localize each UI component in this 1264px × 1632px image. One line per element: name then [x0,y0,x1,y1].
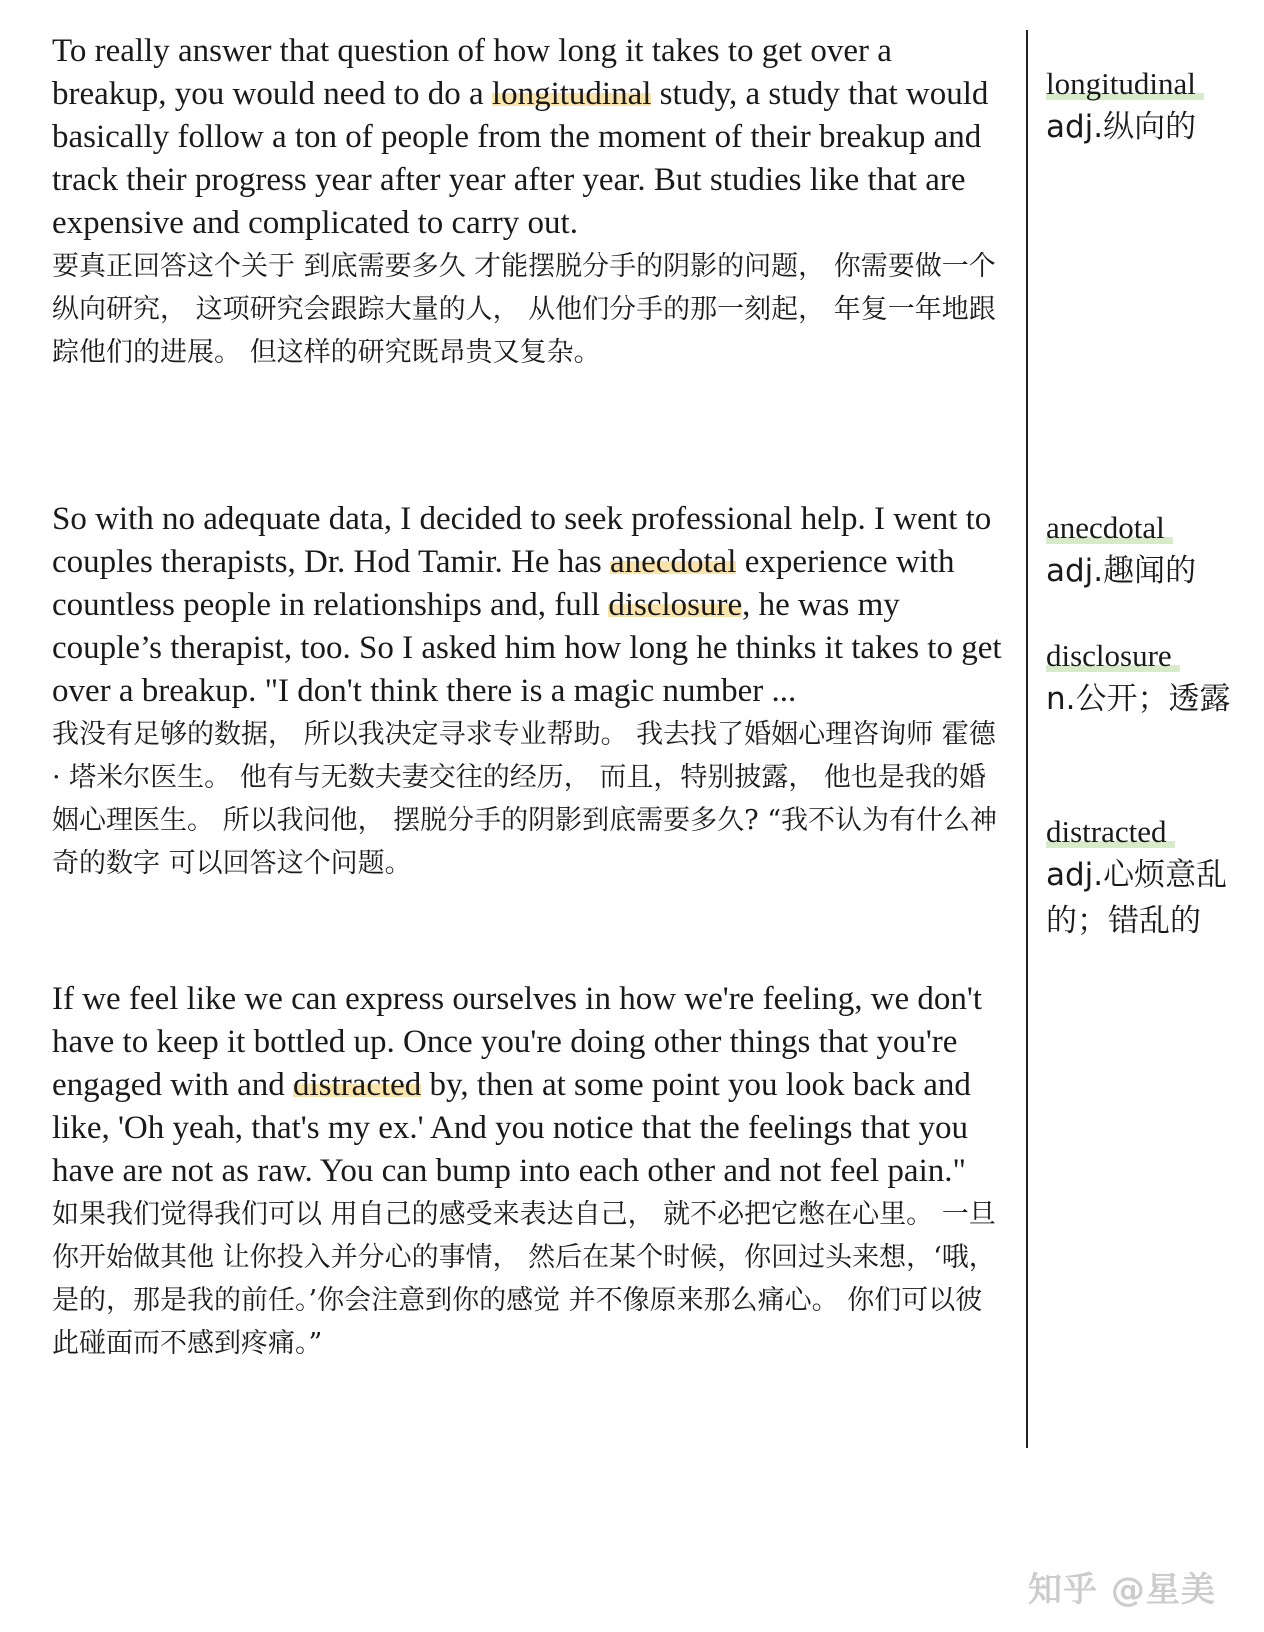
column-divider [1026,30,1028,1448]
paragraph-3-english: If we feel like we can express ourselves in how we're feeling, we don't have to keep it bottled up. Once you're doing other things that you're engaged with and distracted by, then at some point you look back and like, 'Oh yeah, that's my ex.' And you notice that the feelings that you have are not as raw. You can bump into each other and not feel pain." [52,981,983,1189]
glossary-entry-anecdotal [1046,508,1256,594]
paragraph-3 [52,978,1007,1365]
glossary-term: disclosure [1046,636,1180,676]
highlighted-word-disclosure: disclosure [608,587,743,623]
paragraph-1-chinese: 要真正回答这个关于 到底需要多久 才能摆脱分手的阴影的问题， 你需要做一个纵向研究， 这项研究会跟踪大量的人， 从他们分手的那一刻起， 年复一年地跟踪他们的进展。 但这样的研究既昂贵又复杂。 [52,251,996,368]
glossary-definition: adj.纵向的 [1046,109,1197,145]
highlighted-word-distracted: distracted [293,1067,422,1103]
paragraph-2 [52,498,1007,885]
paragraph-1 [52,30,1007,374]
watermark: 知乎 @星美 [1028,1570,1216,1610]
paragraph-2-chinese: 我没有足够的数据， 所以我决定寻求专业帮助。 我去找了婚姻心理咨询师 霍德 · 塔米尔医生。 他有与无数夫妻交往的经历， 而且，特别披露， 他也是我的婚姻心理医生。 所以我问他， 摆脱分手的阴影到底需要多久? “我不认为有什么神奇的数字 可以回答这个问题。 [52,719,998,879]
glossary-entry-longitudinal [1046,64,1256,150]
paragraph-1-english: To really answer that question of how long it takes to get over a breakup, you would need to do a longitudinal study, a study that would basically follow a ton of people from the moment of their breakup and track their progress year after year after year. But studies like that are expensive and complicated to carry out. [52,33,989,241]
paragraph-2-english: So with no adequate data, I decided to seek professional help. I went to couples therapists, Dr. Hod Tamir. He has anecdotal experience with countless people in relationships and, full disclosure, he was my couple’s therapist, too. So I asked him how long he thinks it takes to get over a breakup. "I don't think there is a magic number ... [52,501,1002,709]
highlighted-word-anecdotal: anecdotal [610,544,737,580]
glossary-entry-distracted [1046,812,1256,944]
glossary-definition: adj.趣闻的 [1046,553,1197,589]
glossary-entry-disclosure [1046,636,1256,722]
highlighted-word-longitudinal: longitudinal [491,76,652,112]
paragraph-3-chinese: 如果我们觉得我们可以 用自己的感受来表达自己， 就不必把它憋在心里。 一旦你开始做其他 让你投入并分心的事情， 然后在某个时候，你回过头来想，‘哦，是的，那是我的前任。’你会注意到你的感觉 并不像原来那么痛心。 你们可以彼此碰面而不感到疼痛。” [52,1199,996,1359]
glossary-definition: adj.心烦意乱的；错乱的 [1046,857,1228,939]
glossary-term: anecdotal [1046,508,1173,548]
glossary-definition: n.公开；透露 [1046,681,1231,717]
glossary-term: distracted [1046,812,1175,852]
glossary-term: longitudinal [1046,64,1204,104]
